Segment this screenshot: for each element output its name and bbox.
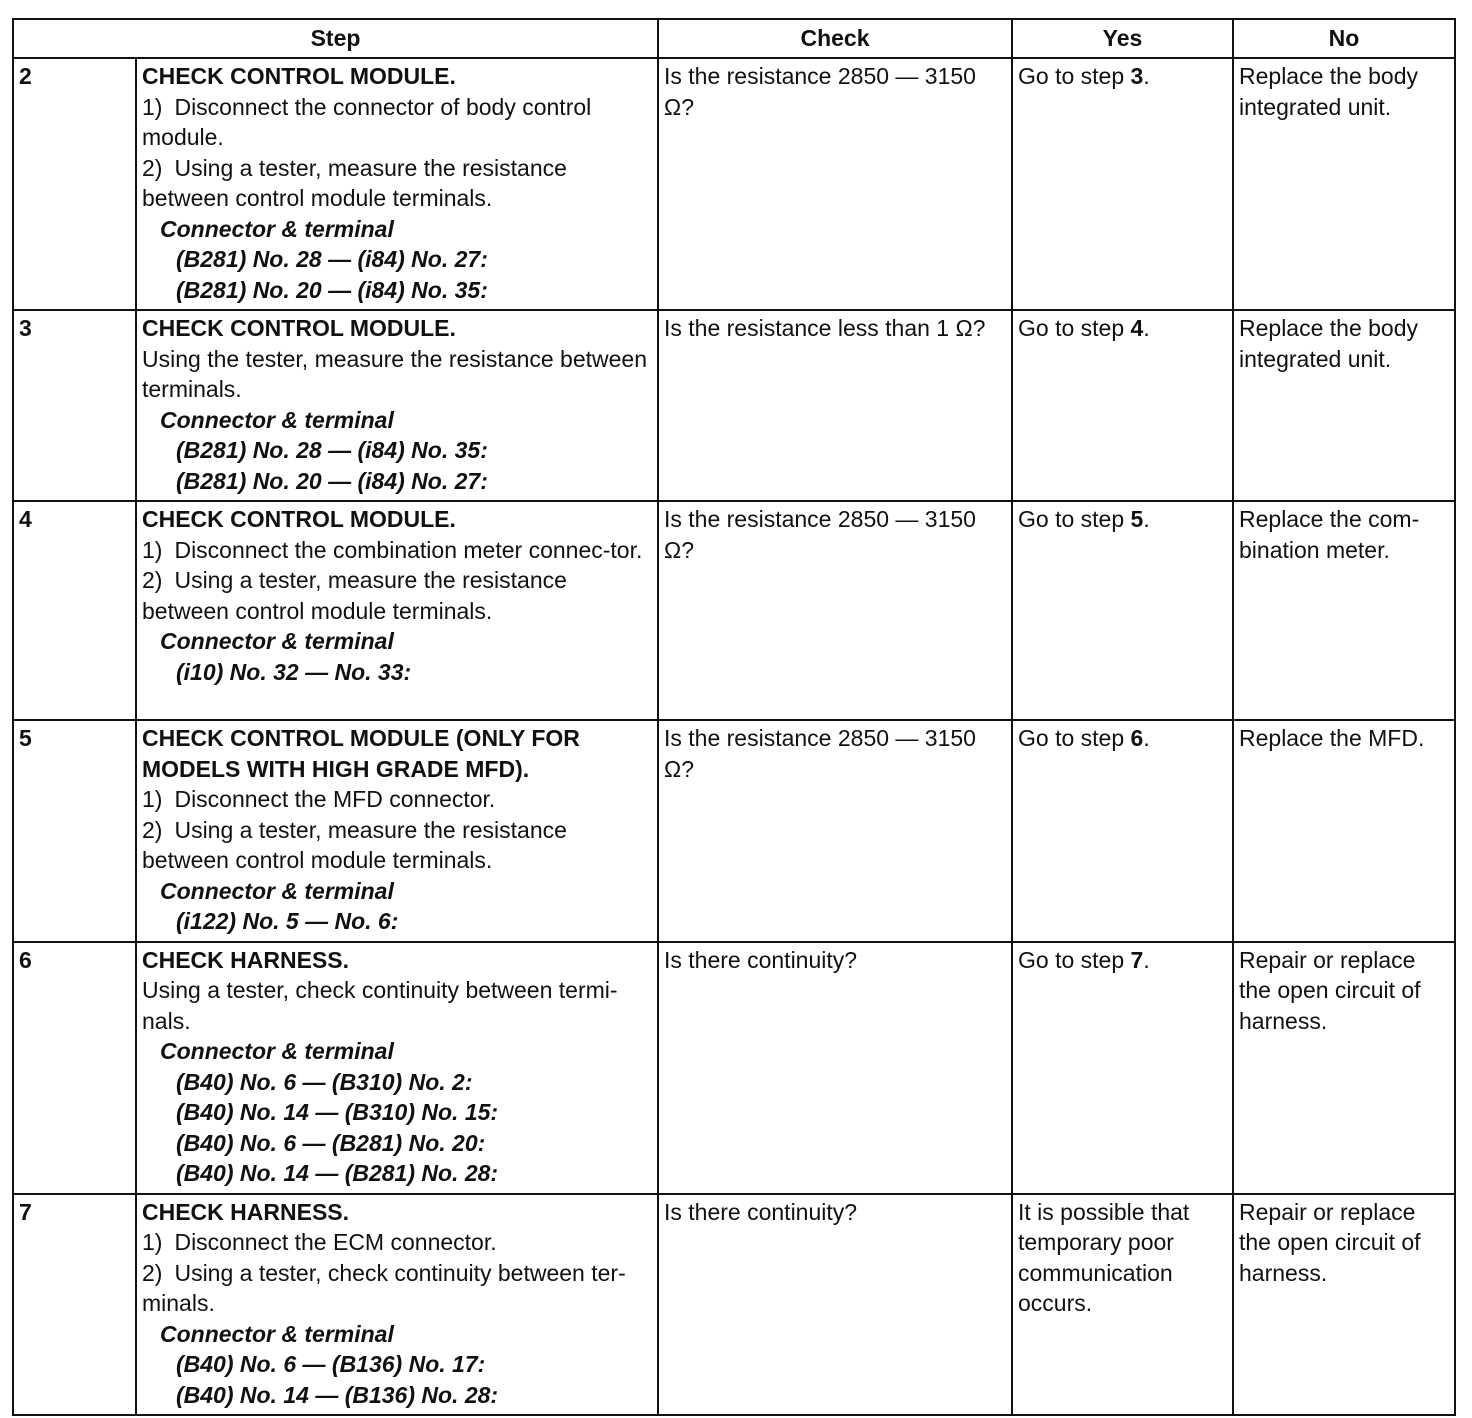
terminal-spec: (B281) No. 20 — (i84) No. 27: — [176, 467, 488, 494]
instruction-number: 1) — [142, 786, 163, 812]
instruction-text: Disconnect the ECM connector. — [174, 1229, 497, 1255]
connector-label: Connector & terminal — [160, 1320, 394, 1347]
yes-step-ref: 5 — [1130, 506, 1144, 532]
step-number: 2 — [13, 58, 136, 310]
instruction-text: Using a tester, measure the resistance between control module terminals. — [142, 154, 567, 211]
table-row — [13, 942, 1455, 1194]
terminal-spec: (i122) No. 5 — No. 6: — [176, 908, 399, 934]
terminal-spec: (B40) No. 6 — (B281) No. 20: — [176, 1129, 486, 1156]
connector-label: Connector & terminal — [160, 215, 394, 242]
step-number: 5 — [13, 720, 136, 942]
header-step: Step — [13, 19, 658, 58]
step-number: 3 — [13, 310, 136, 501]
yes-tail: . — [1143, 725, 1150, 751]
step-instruction — [142, 344, 652, 405]
no-action: Replace the body integrated unit. — [1233, 58, 1455, 310]
instruction-text: Disconnect the connector of body control module. — [142, 93, 592, 150]
no-action: Replace the com-bination meter. — [1233, 501, 1455, 720]
step-title: CHECK CONTROL MODULE. — [142, 506, 456, 532]
step-instruction — [142, 1258, 652, 1319]
header-yes: Yes — [1012, 19, 1233, 58]
yes-prefix: Go to step — [1018, 946, 1131, 973]
instruction-text: Using a tester, measure the resistance between control module terminals. — [142, 567, 567, 624]
table-row — [13, 310, 1455, 501]
yes-action — [1012, 942, 1233, 1194]
step-description — [136, 310, 658, 501]
table-row — [13, 501, 1455, 720]
connector-label: Connector & terminal — [160, 1038, 394, 1064]
yes-step-ref: 3 — [1130, 63, 1144, 89]
instruction-number: 1) — [142, 536, 163, 563]
yes-step-ref: 6 — [1130, 725, 1144, 751]
yes-tail: . — [1143, 315, 1150, 341]
step-instruction — [142, 975, 652, 1036]
check-question: Is the resistance 2850 — 3150 Ω? — [658, 58, 1012, 310]
yes-action — [1012, 501, 1233, 720]
step-description — [136, 501, 658, 720]
instruction-text: Disconnect the combination meter connec-tor. — [174, 536, 643, 563]
yes-action — [1012, 310, 1233, 501]
step-number: 4 — [13, 501, 136, 720]
terminal-spec: (B281) No. 20 — (i84) No. 35: — [176, 276, 488, 303]
instruction-number: 2) — [142, 154, 163, 181]
check-question: Is the resistance 2850 — 3150 Ω? — [658, 501, 1012, 720]
no-action: Repair or replace the open circuit of harness. — [1233, 942, 1455, 1194]
no-action: Repair or replace the open circuit of harness. — [1233, 1194, 1455, 1416]
yes-step-ref: 7 — [1130, 946, 1144, 973]
step-title: CHECK CONTROL MODULE (ONLY FOR MODELS WITH HIGH GRADE MFD). — [142, 725, 580, 782]
no-action: Replace the MFD. — [1233, 720, 1455, 942]
yes-action — [1012, 1194, 1233, 1416]
yes-prefix: Go to step — [1018, 315, 1131, 341]
check-question: Is the resistance 2850 — 3150 Ω? — [658, 720, 1012, 942]
step-description — [136, 58, 658, 310]
terminal-spec: (B40) No. 6 — (B136) No. 17: — [176, 1351, 486, 1377]
yes-step-ref: 4 — [1130, 315, 1144, 341]
terminal-spec: (B40) No. 14 — (B136) No. 28: — [176, 1381, 499, 1408]
yes-prefix: Go to step — [1018, 63, 1131, 89]
instruction-text: Using a tester, check continuity between ter-minals. — [142, 1259, 626, 1316]
instruction-text: Disconnect the MFD connector. — [174, 786, 496, 812]
connector-label: Connector & terminal — [160, 877, 394, 904]
yes-tail: . — [1143, 63, 1150, 89]
step-instruction — [142, 815, 652, 876]
step-instruction — [142, 784, 652, 815]
terminal-spec: (B281) No. 28 — (i84) No. 27: — [176, 246, 488, 272]
step-title: CHECK CONTROL MODULE. — [142, 63, 456, 89]
header-check: Check — [658, 19, 1012, 58]
instruction-number: 1) — [142, 1229, 163, 1255]
instruction-text: Using a tester, measure the resistance between control module terminals. — [142, 816, 567, 873]
step-instruction — [142, 565, 652, 626]
terminal-spec: (B40) No. 14 — (B310) No. 15: — [176, 1099, 499, 1125]
yes-prefix: Go to step — [1018, 725, 1131, 751]
connector-label: Connector & terminal — [160, 406, 394, 433]
instruction-number: 2) — [142, 1259, 163, 1286]
step-description — [136, 942, 658, 1194]
table-row — [13, 1194, 1455, 1416]
step-number: 7 — [13, 1194, 136, 1416]
instruction-text: Using a tester, check continuity between termi-nals. — [142, 977, 618, 1034]
step-description — [136, 720, 658, 942]
connector-label: Connector & terminal — [160, 628, 394, 654]
step-description — [136, 1194, 658, 1416]
yes-text: It is possible that temporary poor communication occurs. — [1018, 1198, 1190, 1316]
check-question: Is the resistance less than 1 Ω? — [658, 310, 1012, 501]
instruction-text: Using the tester, measure the resistance between terminals. — [142, 345, 648, 402]
instruction-number: 2) — [142, 567, 163, 593]
check-question: Is there continuity? — [658, 942, 1012, 1194]
no-action: Replace the body integrated unit. — [1233, 310, 1455, 501]
step-instruction — [142, 1227, 652, 1258]
step-title: CHECK HARNESS. — [142, 1198, 350, 1225]
instruction-number: 1) — [142, 93, 163, 120]
yes-action — [1012, 720, 1233, 942]
yes-action — [1012, 58, 1233, 310]
yes-tail: . — [1143, 506, 1150, 532]
terminal-spec: (B40) No. 14 — (B281) No. 28: — [176, 1160, 499, 1186]
diagnostic-table — [12, 18, 1456, 1416]
yes-tail: . — [1143, 946, 1150, 973]
terminal-spec: (B281) No. 28 — (i84) No. 35: — [176, 437, 488, 463]
header-row — [13, 19, 1455, 58]
step-title: CHECK CONTROL MODULE. — [142, 315, 456, 341]
check-question: Is there continuity? — [658, 1194, 1012, 1416]
terminal-spec: (i10) No. 32 — No. 33: — [176, 658, 412, 685]
step-number: 6 — [13, 942, 136, 1194]
yes-prefix: Go to step — [1018, 506, 1131, 532]
table-row — [13, 720, 1455, 942]
step-title: CHECK HARNESS. — [142, 946, 350, 973]
table-row — [13, 58, 1455, 310]
table-body — [13, 58, 1455, 1415]
header-no: No — [1233, 19, 1455, 58]
step-instruction — [142, 535, 652, 566]
terminal-spec: (B40) No. 6 — (B310) No. 2: — [176, 1068, 473, 1095]
step-instruction — [142, 92, 652, 153]
instruction-number: 2) — [142, 816, 163, 843]
step-instruction — [142, 153, 652, 214]
